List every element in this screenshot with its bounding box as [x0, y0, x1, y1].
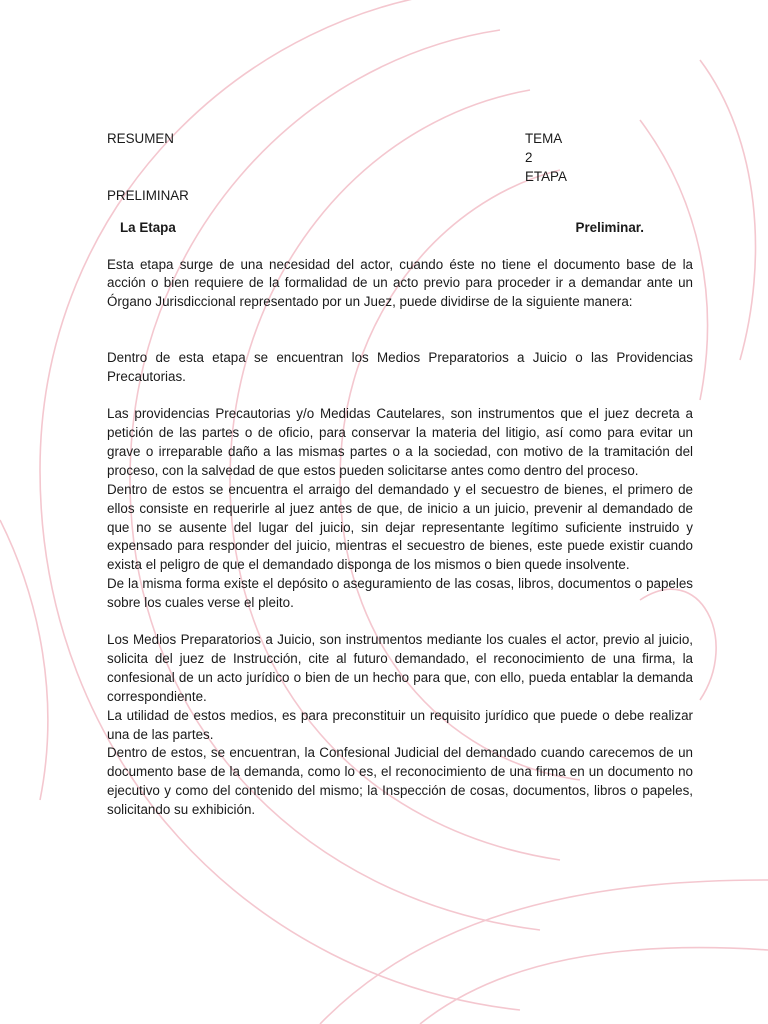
header-tema: TEMA — [525, 131, 563, 146]
paragraph-confesional: Dentro de estos, se encuentran, la Confesional Judicial del demandado cuando carecemos de un documento base de la demanda, como lo es, el reconocimiento de una firma en un documento no ejecutivo y como del contenido del mismo; la Inspección de cosas, documentos, libros o papeles, solicitando su exhibición. — [107, 745, 693, 818]
watermark-arc-bottom — [420, 948, 768, 1024]
paragraph-utilidad: La utilidad de estos medios, es para preconstituir un requisito jurídico que puede o debe realizar una de las partes. — [107, 707, 693, 742]
header-etapa: ETAPA — [525, 168, 567, 184]
watermark-arc-right — [700, 60, 755, 360]
paragraph-medios-providencias: Dentro de esta etapa se encuentran los Medios Preparatorios a Juicio o las Providencias Precautorias. — [107, 350, 693, 385]
header-preliminar: PRELIMINAR — [107, 187, 189, 203]
watermark-arc-bottom-2 — [320, 880, 768, 1024]
document-header — [107, 130, 693, 187]
paragraph-arraigo-secuestro: Dentro de estos se encuentra el arraigo del demandado y el secuestro de bienes, el primero de ellos consiste en requerirle al juez antes de que, de inicio a un juicio, prevenir al demandado de que no se ausente del lugar del juicio, sin dejar representante legítimo suficiente instruido y expensado para responder del juicio, mientras el secuestro de bienes, este puede existir cuando exista el peligro de que el demandado disponga de los mismos o bien quede insolvente. — [107, 481, 693, 573]
header-tema-number: 2 — [525, 149, 533, 165]
header-resumen: RESUMEN — [107, 131, 174, 146]
watermark-stroke-left — [0, 520, 48, 800]
section-heading-right: Preliminar. — [575, 219, 644, 235]
paragraph-providencias-precautorias: Las providencias Precautorias y/o Medidas Cautelares, son instrumentos que el juez decreta a petición de las partes o de oficio, para conservar la materia del litigio, así como para evitar un grave o irreparable daño a las mismas partes o a la sociedad, con motivo de la tramitación del proceso, con la salvedad de que estos pueden solicitarse antes como dentro del proceso. — [107, 406, 693, 478]
document-page — [107, 130, 693, 820]
header-tema-etapa — [525, 130, 693, 187]
paragraph-intro: Esta etapa surge de una necesidad del actor, cuando éste no tiene el documento base de la acción o bien requiere de la formalidad de un acto previo para proceder ir a demandar ante un Órgano Jurisdiccional representado por un Juez, puede dividirse de la siguiente manera: — [107, 256, 693, 310]
section-heading-left: La Etapa — [120, 219, 176, 235]
paragraph-deposito: De la misma forma existe el depósito o aseguramiento de las cosas, libros, documentos o papeles sobre los cuales verse el pleito. — [107, 576, 693, 611]
paragraph-medios-preparatorios: Los Medios Preparatorios a Juicio, son instrumentos mediante los cuales el actor, previo al juicio, solicita del juez de Instrucción, cite al futuro demandado, el reconocimiento de una firma, la confesional de un acto jurídico o bien de un hecho para que, con ello, pueda entablar la demanda correspondiente. — [107, 632, 693, 704]
section-heading — [107, 219, 693, 238]
